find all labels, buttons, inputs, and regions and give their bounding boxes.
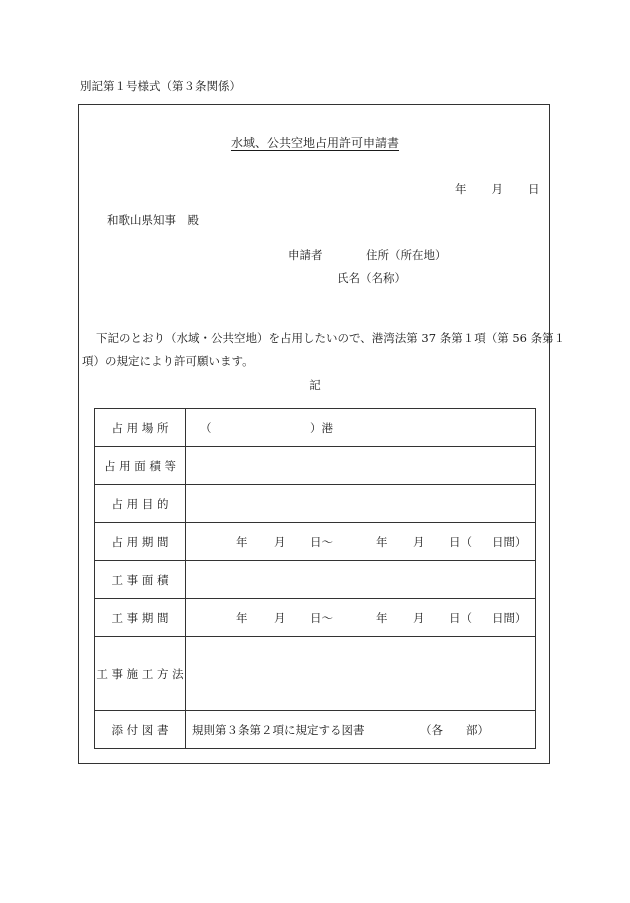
document-title-text: 水域、公共空地占用許可申請書	[230, 136, 399, 150]
occupancy-location-field[interactable]	[186, 409, 536, 447]
period-month-1: 月	[274, 534, 286, 549]
ki-heading: 記	[309, 378, 321, 392]
row-label: 占 用 期 間	[95, 523, 186, 561]
row-label: 占 用 面 積 等	[95, 447, 186, 485]
construction-method-field[interactable]	[186, 637, 536, 711]
table-row-construction-method	[95, 637, 536, 711]
period-day-2: 日（	[449, 610, 472, 625]
occupancy-period-field[interactable]	[186, 523, 536, 561]
body-text-line-1: 下記のとおり（水域・公共空地）を占用したいので、港湾法第 37 条第１項（第 56 条第１	[96, 331, 566, 345]
addressee: 和歌山県知事 殿	[107, 213, 199, 227]
table-row-occupancy-purpose	[95, 485, 536, 523]
row-label: 工 事 期 間	[95, 599, 186, 637]
date-year: 年	[455, 182, 467, 196]
occupancy-area-field[interactable]	[186, 447, 536, 485]
period-month-2: 月	[413, 534, 425, 549]
period-day-1: 日～	[310, 534, 333, 549]
period-year-2: 年	[376, 610, 388, 625]
row-label: 工 事 面 積	[95, 561, 186, 599]
occupancy-purpose-field[interactable]	[186, 485, 536, 523]
construction-period-field[interactable]	[186, 599, 536, 637]
row-label: 占 用 目 的	[95, 485, 186, 523]
date-day: 日	[528, 182, 540, 196]
date-line	[455, 181, 540, 197]
port-suffix: ）港	[310, 420, 333, 435]
body-text-line-2: 項）の規定により許可願います。	[82, 354, 254, 368]
attachments-text: 規則第３条第２項に規定する図書	[192, 722, 365, 737]
document-title	[0, 134, 630, 151]
applicant-label: 申請者	[288, 248, 323, 262]
row-label: 占 用 場 所	[95, 409, 186, 447]
date-month: 月	[491, 182, 503, 196]
row-label: 工 事 施 工 方 法	[95, 637, 186, 711]
table-row-attachments	[95, 711, 536, 749]
period-year-1: 年	[236, 534, 248, 549]
body-text	[82, 327, 566, 373]
form-label: 別記第１号様式（第３条関係）	[80, 79, 241, 93]
period-days: 日間）	[492, 610, 527, 625]
table-row-occupancy-location	[95, 409, 536, 447]
construction-area-field[interactable]	[186, 561, 536, 599]
attachments-field[interactable]	[186, 711, 536, 749]
row-label: 添 付 図 書	[95, 711, 186, 749]
detail-table	[94, 408, 536, 749]
period-days: 日間）	[492, 534, 527, 549]
open-paren: （	[200, 420, 212, 435]
applicant-name-label: 氏名（名称）	[337, 271, 406, 285]
table-row-occupancy-period	[95, 523, 536, 561]
period-day-1: 日～	[310, 610, 333, 625]
table-row-construction-period	[95, 599, 536, 637]
table-row-construction-area	[95, 561, 536, 599]
period-year-1: 年	[236, 610, 248, 625]
attachments-copies: （各 部）	[420, 722, 489, 737]
period-month-2: 月	[413, 610, 425, 625]
period-year-2: 年	[376, 534, 388, 549]
applicant-address-label: 住所（所在地）	[366, 248, 447, 262]
period-month-1: 月	[274, 610, 286, 625]
table-row-occupancy-area	[95, 447, 536, 485]
period-day-2: 日（	[449, 534, 472, 549]
